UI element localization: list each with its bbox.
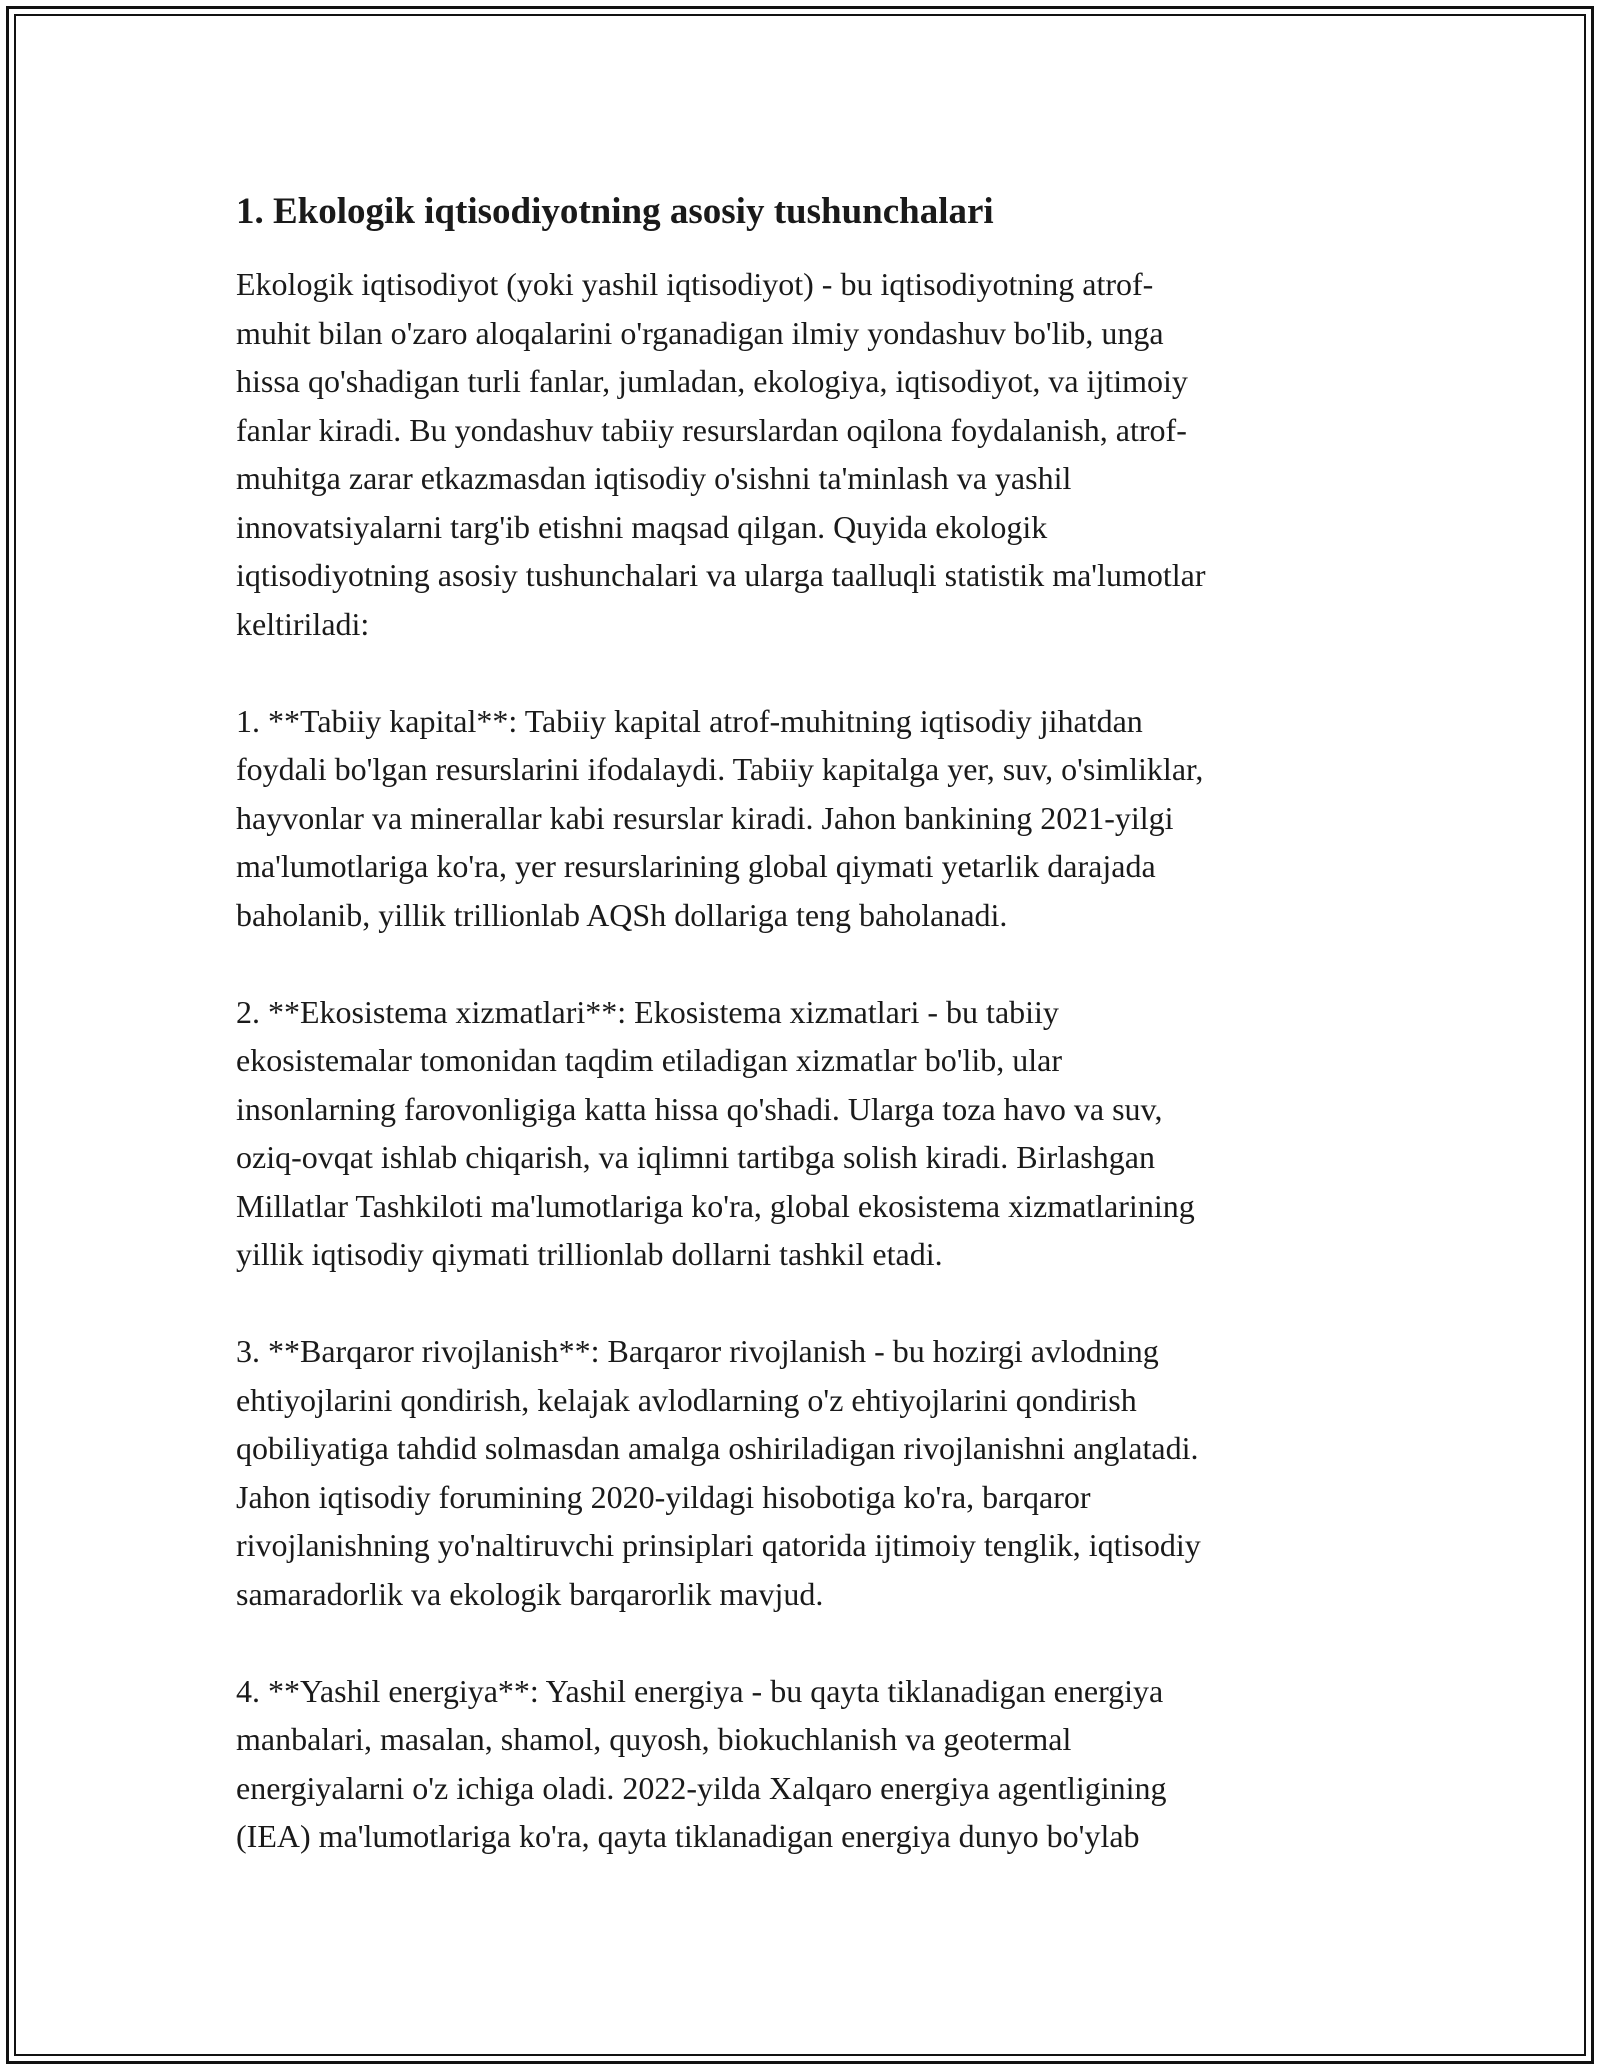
text-line: fanlar kiradi. Bu yondashuv tabiiy resurslardan oqilona foydalanish, atrof-	[236, 411, 1187, 448]
paragraph-natural-capital	[236, 697, 1356, 940]
text-line: energiyalarni o'z ichiga oladi. 2022-yilda Xalqaro energiya agentligining	[236, 1769, 1167, 1806]
text-line: ehtiyojlarini qondirish, kelajak avlodlarning o'z ehtiyojlarini qondirish	[236, 1381, 1137, 1418]
text-line: manbalari, masalan, shamol, quyosh, biokuchlanish va geotermal	[236, 1721, 1072, 1757]
text-line: Millatlar Tashkiloti ma'lumotlariga ko'ra, global ekosistema xizmatlarining	[236, 1187, 1195, 1224]
text-line: rivojlanishning yo'naltiruvchi prinsiplari qatorida ijtimoiy tenglik, iqtisodiy	[236, 1527, 1201, 1563]
text-line: innovatsiyalarni targ'ib etishni maqsad qilgan. Quyida ekologik	[236, 508, 1048, 545]
text-line: Ekologik iqtisodiyot (yoki yashil iqtisodiyot) - bu iqtisodiyotning atrof-	[236, 266, 1154, 302]
text-line: ma'lumotlariga ko'ra, yer resurslarining global qiymati yetarlik darajada	[236, 848, 1156, 884]
text-line: 1. **Tabiiy kapital**: Tabiiy kapital atrof-muhitning iqtisodiy jihatdan	[236, 702, 1143, 739]
text-line: hissa qo'shadigan turli fanlar, jumladan, ekologiya, iqtisodiyot, va ijtimoiy	[236, 363, 1188, 399]
text-line: hayvonlar va minerallar kabi resurslar kiradi. Jahon bankining 2021-yilgi	[236, 799, 1174, 836]
text-line: (IEA) ma'lumotlariga ko'ra, qayta tiklanadigan energiya dunyo bo'ylab	[236, 1818, 1140, 1854]
text-line: keltiriladi:	[236, 605, 370, 642]
section-title: 1. Ekologik iqtisodiyotning asosiy tushunchalari	[236, 191, 994, 232]
text-line: qobiliyatiga tahdid solmasdan amalga oshiriladigan rivojlanishni anglatadi.	[236, 1430, 1199, 1466]
text-line: baholanib, yillik trillionlab AQSh dollariga teng baholanadi.	[236, 896, 1008, 933]
text-line: foydali bo'lgan resurslarini ifodalaydi. Tabiiy kapitalga yer, suv, o'simliklar,	[236, 751, 1204, 787]
text-line: insonlarning farovonligiga katta hissa qo'shadi. Ularga toza havo va suv,	[236, 1090, 1163, 1127]
paragraph-green-energy	[236, 1667, 1356, 1861]
paragraph-ecosystem-services	[236, 988, 1356, 1279]
document-body	[236, 188, 1356, 1909]
text-line: muhitga zarar etkazmasdan iqtisodiy o'sishni ta'minlash va yashil	[236, 460, 1072, 496]
text-line: 4. **Yashil energiya**: Yashil energiya - bu qayta tiklanadigan energiya	[236, 1672, 1164, 1709]
text-line: samaradorlik va ekologik barqarorlik mavjud.	[236, 1575, 824, 1612]
paragraph-sustainable-development	[236, 1327, 1356, 1618]
text-line: muhit bilan o'zaro aloqalarini o'rganadigan ilmiy yondashuv bo'lib, unga	[236, 314, 1164, 351]
text-line: iqtisodiyotning asosiy tushunchalari va ularga taalluqli statistik ma'lumotlar	[236, 557, 1206, 593]
text-line: 3. **Barqaror rivojlanish**: Barqaror rivojlanish - bu hozirgi avlodning	[236, 1333, 1159, 1369]
text-line: 2. **Ekosistema xizmatlari**: Ekosistema xizmatlari - bu tabiiy	[236, 993, 1059, 1030]
intro-paragraph	[236, 260, 1356, 648]
text-line: ekosistemalar tomonidan taqdim etiladigan xizmatlar bo'lib, ular	[236, 1042, 1062, 1078]
text-line: oziq-ovqat ishlab chiqarish, va iqlimni tartibga solish kiradi. Birlashgan	[236, 1139, 1155, 1175]
text-line: yillik iqtisodiy qiymati trillionlab dollarni tashkil etadi.	[236, 1236, 943, 1272]
text-line: Jahon iqtisodiy forumining 2020-yildagi hisobotiga ko'ra, barqaror	[236, 1478, 1091, 1515]
